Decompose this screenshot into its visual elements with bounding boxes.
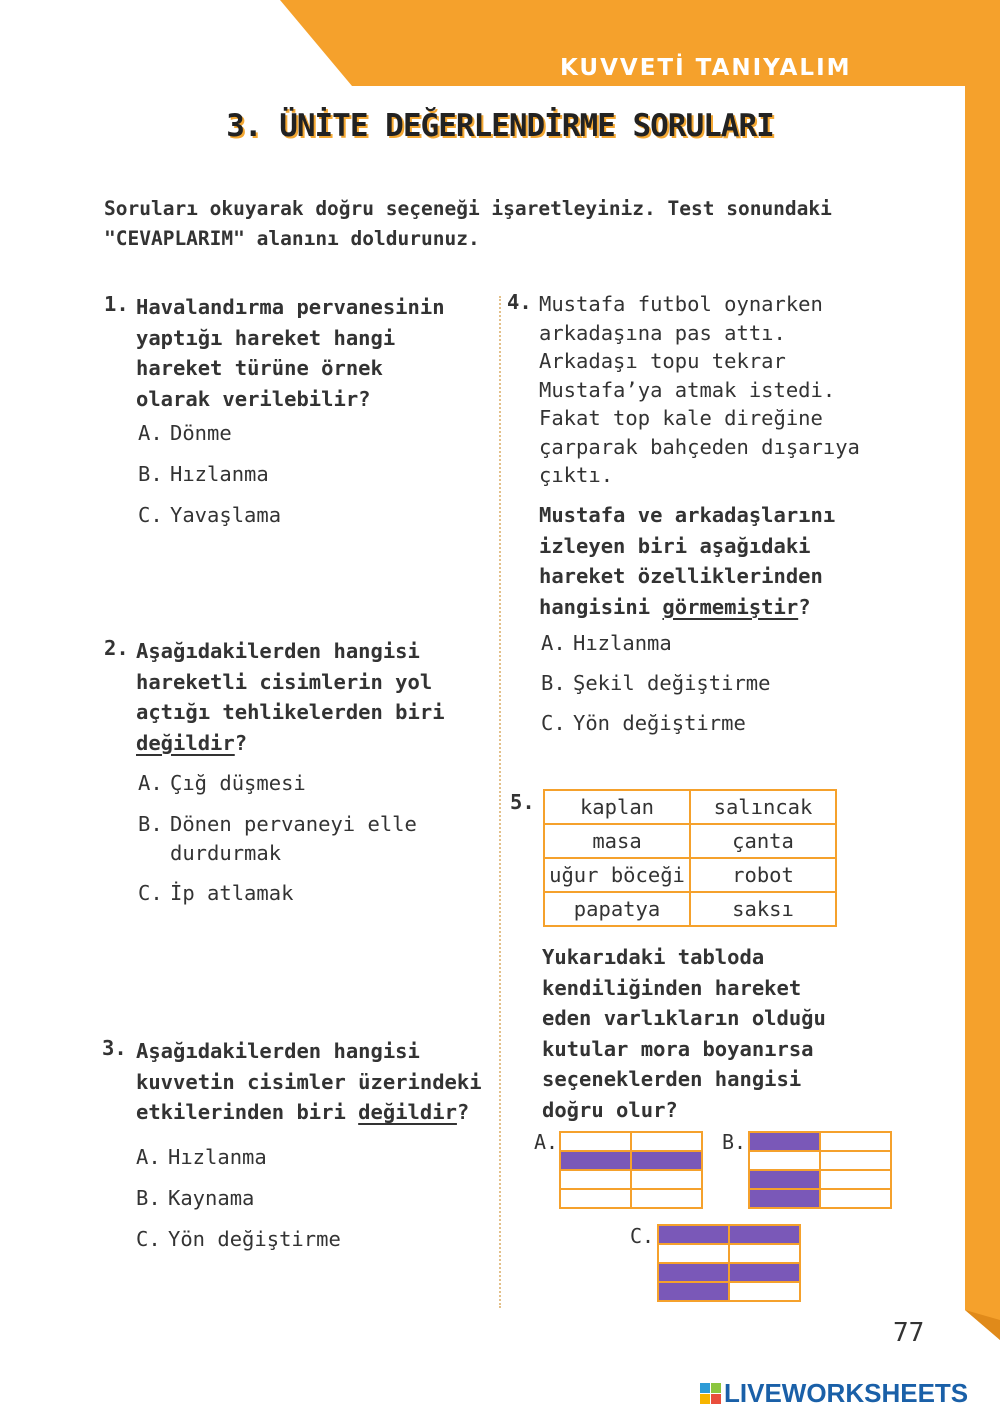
word-table-cell: robot	[690, 858, 836, 892]
unit-title: KUVVETİ TANIYALIM	[560, 55, 852, 81]
question-line: hareketli cisimlerin yol	[136, 669, 433, 694]
grid-cell-filled	[749, 1189, 820, 1208]
grid-cell-filled	[729, 1263, 800, 1282]
option-letter: B.	[138, 812, 163, 836]
word-table-cell: salıncak	[690, 790, 836, 824]
option-letter: A.	[136, 1145, 161, 1169]
question-line: doğru olur?	[542, 1097, 678, 1122]
question-mark: ?	[234, 730, 248, 755]
option-b[interactable]	[136, 1186, 254, 1210]
option-b[interactable]	[138, 812, 417, 865]
option-c-label[interactable]: C.	[630, 1224, 655, 1248]
grid-cell-empty	[560, 1189, 631, 1208]
grid-row	[749, 1189, 891, 1208]
question-line: yaptığı hareket hangi	[136, 325, 396, 350]
option-text: Hızlanma	[168, 1145, 267, 1169]
word-table-cell: masa	[544, 824, 690, 858]
underlined-word: görmemiştir	[662, 594, 799, 619]
option-text: Dönme	[170, 421, 232, 445]
word-table-cell: kaplan	[544, 790, 690, 824]
column-divider	[499, 296, 501, 1308]
grid-cell-empty	[560, 1132, 631, 1151]
question-line: açtığı tehlikelerden biri	[136, 700, 445, 724]
grid-row	[560, 1170, 702, 1189]
word-table-cell: uğur böceği	[544, 858, 690, 892]
question-text	[539, 500, 835, 622]
option-text: Hızlanma	[573, 631, 672, 655]
story-line: Mustafa futbol oynarken	[539, 292, 823, 316]
grid-row	[749, 1170, 891, 1189]
instructions	[104, 194, 884, 254]
question-line: kendiliğinden hareket	[542, 975, 802, 1000]
page-title: 3. ÜNİTE DEĞERLENDİRME SORULARI	[226, 108, 774, 144]
option-b[interactable]	[138, 462, 269, 486]
option-text: Dönen pervaneyi elle	[170, 812, 417, 836]
instructions-line-2: "CEVAPLARIM" alanını doldurunuz.	[104, 227, 480, 250]
underlined-word: değildir	[358, 1100, 457, 1124]
grid-cell-empty	[658, 1244, 729, 1263]
grid-cell-empty	[820, 1189, 891, 1208]
option-text: İp atlamak	[170, 881, 294, 905]
option-letter: B.	[138, 462, 163, 486]
question-line: eden varlıkların olduğu	[542, 1006, 826, 1030]
option-b-grid[interactable]	[748, 1131, 892, 1209]
option-text: Yön değiştirme	[168, 1227, 341, 1251]
story-line: Fakat top kale direğine	[539, 406, 823, 430]
option-letter: A.	[138, 771, 163, 795]
option-c-grid[interactable]	[657, 1224, 801, 1302]
option-text: Çığ düşmesi	[170, 771, 306, 795]
option-a-label[interactable]: A.	[534, 1130, 559, 1154]
question-line: izleyen biri aşağıdaki	[539, 533, 811, 558]
grid-row	[749, 1132, 891, 1151]
question-mark: ?	[798, 594, 811, 619]
question-text	[136, 1036, 482, 1128]
word-table	[543, 789, 837, 927]
grid-cell-empty	[729, 1244, 800, 1263]
question-number: 1.	[104, 292, 129, 316]
grid-row	[658, 1244, 800, 1263]
option-letter: B.	[541, 671, 566, 695]
grid-cell-filled	[749, 1170, 820, 1189]
page-number: 77	[893, 1318, 925, 1348]
option-a[interactable]	[138, 771, 306, 795]
grid-cell-empty	[631, 1132, 702, 1151]
instructions-line-1: Soruları okuyarak doğru seçeneği işaretleyiniz. Test sonundaki	[104, 197, 832, 220]
grid-cell-empty	[820, 1170, 891, 1189]
option-letter: C.	[136, 1227, 161, 1251]
question-line: olarak verilebilir?	[136, 386, 371, 411]
grid-row	[658, 1225, 800, 1244]
question-line: kuvvetin cisimler üzerindeki	[136, 1069, 482, 1094]
grid-row	[560, 1189, 702, 1208]
option-a[interactable]	[138, 421, 232, 445]
logo-mark-icon	[700, 1383, 721, 1404]
word-table-cell: saksı	[690, 892, 836, 926]
question-line: kutular mora boyanırsa	[542, 1036, 814, 1061]
option-letter: A.	[541, 631, 566, 655]
grid-cell-filled	[631, 1151, 702, 1170]
question-text	[542, 942, 826, 1125]
question-number: 5.	[510, 790, 535, 814]
option-c[interactable]	[138, 881, 293, 905]
option-c[interactable]	[136, 1227, 341, 1251]
grid-cell-filled	[749, 1132, 820, 1151]
option-letter: C.	[541, 711, 566, 735]
word-table-row	[544, 892, 836, 926]
question-line: Havalandırma pervanesinin	[136, 295, 445, 319]
question-number: 3.	[102, 1036, 127, 1060]
option-text: Kaynama	[168, 1186, 255, 1210]
option-a[interactable]	[136, 1145, 267, 1169]
grid-cell-empty	[749, 1151, 820, 1170]
question-line: hareket özelliklerinden	[539, 564, 823, 588]
option-text: Yavaşlama	[170, 503, 282, 527]
grid-cell-filled	[658, 1282, 729, 1301]
word-table-row	[544, 790, 836, 824]
grid-cell-empty	[560, 1170, 631, 1189]
story-line: çarparak bahçeden dışarıya	[539, 434, 860, 459]
grid-cell-empty	[631, 1170, 702, 1189]
grid-cell-filled	[560, 1151, 631, 1170]
question-text	[136, 636, 445, 758]
story-line: arkadaşına pas attı.	[539, 320, 786, 345]
question-story	[539, 290, 860, 490]
question-line: hareket türüne örnek	[136, 356, 383, 380]
option-text-continued: durdurmak	[170, 841, 282, 865]
question-line-start: etkilerinden biri	[136, 1100, 359, 1124]
grid-cell-filled	[729, 1225, 800, 1244]
option-a[interactable]	[541, 631, 672, 655]
option-text: Yön değiştirme	[573, 711, 746, 735]
question-line	[136, 728, 445, 759]
question-line: Aşağıdakilerden hangisi	[136, 1039, 420, 1063]
brand-name: LIVEWORKSHEETS	[724, 1377, 969, 1408]
grid-cell-filled	[658, 1225, 729, 1244]
story-line: Arkadaşı topu tekrar	[539, 349, 786, 373]
question-mark: ?	[456, 1100, 470, 1124]
option-letter: A.	[138, 421, 163, 445]
grid-cell-filled	[658, 1263, 729, 1282]
question-line: Yukarıdaki tabloda	[542, 945, 765, 969]
option-b[interactable]	[541, 671, 770, 695]
option-a-grid[interactable]	[559, 1131, 703, 1209]
option-letter: B.	[136, 1186, 161, 1210]
grid-row	[560, 1132, 702, 1151]
option-text: Hızlanma	[170, 462, 269, 486]
question-line	[136, 1097, 482, 1128]
story-line: çıktı.	[539, 463, 614, 487]
word-table-cell: çanta	[690, 824, 836, 858]
question-number: 4.	[507, 290, 532, 314]
liveworksheets-logo[interactable]	[700, 1378, 968, 1408]
option-b-label[interactable]: B.	[722, 1130, 747, 1154]
option-letter: C.	[138, 881, 163, 905]
question-line: seçeneklerden hangisi	[542, 1067, 802, 1091]
word-table-row	[544, 824, 836, 858]
grid-row	[658, 1282, 800, 1301]
question-line: Aşağıdakilerden hangisi	[136, 639, 420, 663]
question-text	[136, 292, 445, 414]
question-line-start: hangisini	[539, 594, 663, 619]
underlined-word: değildir	[136, 730, 235, 755]
option-text: Şekil değiştirme	[573, 671, 771, 695]
option-letter: C.	[138, 503, 163, 527]
grid-cell-empty	[820, 1151, 891, 1170]
grid-cell-empty	[631, 1189, 702, 1208]
option-c[interactable]	[138, 503, 281, 527]
option-c[interactable]	[541, 711, 746, 735]
question-number: 2.	[104, 636, 129, 660]
grid-row	[658, 1263, 800, 1282]
question-line: Mustafa ve arkadaşlarını	[539, 503, 836, 527]
word-table-row	[544, 858, 836, 892]
grid-cell-empty	[729, 1282, 800, 1301]
grid-row	[560, 1151, 702, 1170]
grid-cell-empty	[820, 1132, 891, 1151]
word-table-cell: papatya	[544, 892, 690, 926]
story-line: Mustafa’ya atmak istedi.	[539, 377, 836, 402]
question-line	[539, 592, 835, 623]
grid-row	[749, 1151, 891, 1170]
